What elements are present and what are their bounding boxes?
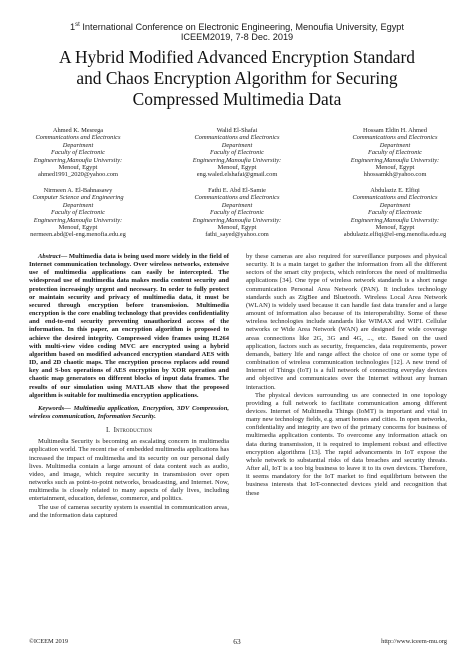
author-name: Hossam Eldin H. Ahmed: [363, 127, 427, 134]
paper-title-line-2: and Chaos Encryption Algorithm for Securing: [76, 68, 398, 88]
abstract: Abstract— Multimedia data is being used more widely in the field of Internet communication technology. Over wireless networks, extensive use of multimedia applications can easily be intercepted. The widespread use of multimedia data makes media content security and protection increasingly urgent and necessary. In order to fully protect or maintain security and privacy of multimedia data, it must be secured through encryption before transmission. Multimedia encryption is the core enabling technology that provides confidentiality and end-to-end security preventing unauthorized access of the information. In this paper, an encryption algorithm is proposed to achieve the desired integrity. Compressed video frames using H.264 with multi-view video coding MVC are encrypted using a hybrid algorithm based on modified advanced encryption standard AES with ID, and 2D chaotic maps. The encryption process replaces add round key and S-box operations of AES encryption by XOR operation and chaotic map generators on different blocks of input data frames. The results of our simulation using MATLAB show that the proposed algorithm is suitable for multimedia encryption applications.: [29, 253, 229, 399]
body-paragraph: The use of cameras security system is essential in communication areas, and the information data captured: [29, 503, 229, 519]
keywords-label: Keywords: [38, 404, 65, 412]
author-name: Fathi E. Abd El-Samie: [208, 187, 266, 194]
abstract-label: Abstract: [38, 253, 61, 260]
author-name: Abdulaziz E. Elfiqi: [370, 187, 420, 194]
page-number: 63: [233, 637, 241, 646]
footer-copyright: ©ICEEM 2019: [29, 638, 69, 645]
author-block-3: Walid El-Shafai Communications and Electronics Department Faculty of Electronic Engineering,Manoufia University: Menouf, Egypt eng.waled.elshafai@gmail.com: [177, 127, 297, 179]
author-block-4: Fathi E. Abd El-Samie Communications and Electronics Department Faculty of Electronic Engineering,Manoufia University: Menouf, Egypt fathi_sayed@yahoo.com: [177, 187, 297, 239]
author-email: abdulaziz.elfiqi@el-eng.menofia.edu.eg: [343, 231, 447, 239]
body-paragraph: by these cameras are also required for surveillance purposes and physical security. It is a main target to gather the information from all the different sectors of the smart city projects, which reinforces the need of multimedia applications [34]. One type of wireless network standards is a short range communication Personal Area Network (PAN). It includes technology standards such as ZigBee and Bluetooth. Wireless Local Area Network (WLAN) is widely used because it can handle fast data transfer and a large amount of information also because of its interoperability. Some of these wireless technologies include standards like WIMAX and WIFI. Cellular networks or Wide Area Network (WAN) are designed for wide coverage areas connections like 2G, 3G and 4G, ..., etc. Based on the used application, factors such as security, frequencies, data requirements, power demands, battery life and range affect the choice of one or some type of combination of wireless communication technologies [12]. A new trend of Internet of Things (IoT) is a full network of connecting everyday devices and objective and communicates over the Internet without any human interaction.: [246, 253, 447, 391]
author-email: nermeen.abd@el-eng.menofia.edu.eg: [30, 231, 126, 239]
body-paragraph: The physical devices surrounding us are connected in one topology providing a full network to facilitate communication among different devices. Internet of Multimedia Things (IoMT) is important and vital in many new technology fields, e.g. smart homes and cities. In open networks, confidentiality and integrity are two of the primary concerns for business of multimedia application contents. To overcome any information attack on data during transmission, it is required to implement robust and effective encryption algorithms [13]. The rapid advancements in IoT expose the whole network to substantial risks of data breaches and security threats. After all, IoT is a too big business to leave it to its own devices. Therefore, it seems mandatory for the IoT market to find equilibrium between the business interests that IoT-connected devices yield and recognition that these: [246, 391, 447, 497]
author-name: Walid El-Shafai: [216, 127, 258, 134]
paper-title-line-3: Compressed Multimedia Data: [132, 89, 342, 109]
author-block-6: Abdulaziz E. Elfiqi Communications and Electronics Department Faculty of Electronic Engineering,Manoufia University: Menouf, Egypt abdulaziz.elfiqi@el-eng.menofia.edu.eg: [331, 187, 459, 239]
author-email: ahmed1991_2020@yahoo.com: [38, 171, 118, 179]
keywords-text: Multimedia application, Encryption, 3DV Compression, wireless communication, Information Security.: [29, 404, 229, 420]
author-name: Nirmeen A. El-Bahnasawy: [43, 187, 113, 194]
paper-title-line-1: A Hybrid Modified Advanced Encryption Standard: [59, 47, 415, 67]
body-paragraph: Multimedia Security is becoming an escalating concern in multimedia application world. The recent rise of embedded multimedia applications has increased the impact of multimedia and its security on our personal daily lives. Multimedia contain a large amount of data content such as audio, video, and image, which require security in transmission over open networks such as point-to-point networks, broadcasting, and Internet. Now, multimedia is closely related to many aspects of daily lives, including entertainment, education, defense, commerce, and politics.: [29, 438, 229, 503]
author-email: eng.waled.elshafai@gmail.com: [196, 171, 278, 179]
abstract-text: Multimedia data is being used more widely in the field of Internet communication technology. Over wireless networks, extensive use of multimedia applications can easily be intercepted. The widespread use of multimedia data makes media content security and protection increasingly urgent and necessary. In order to fully protect or maintain security and privacy of multimedia data, it must be secured through encryption before transmission. Multimedia encryption is the core enabling technology that provides confidentiality and end-to-end security preventing unauthorized access of the information. In this paper, an encryption algorithm is proposed to achieve the desired integrity. Compressed video frames using H.264 with multi-view video coding MVC are encrypted using a hybrid algorithm based on modified advanced encryption standard AES with ID, and 2D chaotic maps. The encryption process replaces add round key and S-box operations of AES encryption by XOR operation and chaotic map generators on different blocks of input data frames. The results of our simulation using MATLAB show that the proposed algorithm is suitable for multimedia encryption applications.: [29, 253, 229, 399]
right-column: [246, 253, 447, 498]
author-block-1: Ahmed K. Mesrega Communications and Electronics Department Faculty of Electronic Engineering,Manoufia University: Menouf, Egypt ahmed1991_2020@yahoo.com: [18, 127, 138, 179]
footer-url[interactable]: http://www.iceem-mu.org: [381, 638, 447, 645]
author-block-2: Nirmeen A. El-Bahnasawy Computer Science and Engineering Department Faculty of Electronic Engineering,Manoufia University: Menouf, Egypt nermeen.abd@el-eng.menofia.edu.eg: [18, 187, 138, 239]
left-column: [29, 253, 229, 520]
conference-line-1: 1st International Conference on Electronic Engineering, Menoufia University, Egypt: [70, 22, 404, 33]
section-heading: I. Introduction: [105, 426, 153, 435]
author-name: Ahmed K. Mesrega: [52, 127, 104, 134]
keywords: Keywords— Multimedia application, Encryption, 3DV Compression, wireless communication, Information Security.: [29, 404, 229, 420]
conference-line-2: ICEEM2019, 7-8 Dec. 2019: [180, 32, 294, 42]
author-email: fathi_sayed@yahoo.com: [205, 231, 269, 239]
author-block-5: Hossam Eldin H. Ahmed Communications and Electronics Department Faculty of Electronic Engineering,Manoufia University: Menouf, Egypt hhossamkh@yahoo.com: [331, 127, 459, 179]
author-email: hhossamkh@yahoo.com: [363, 171, 427, 179]
